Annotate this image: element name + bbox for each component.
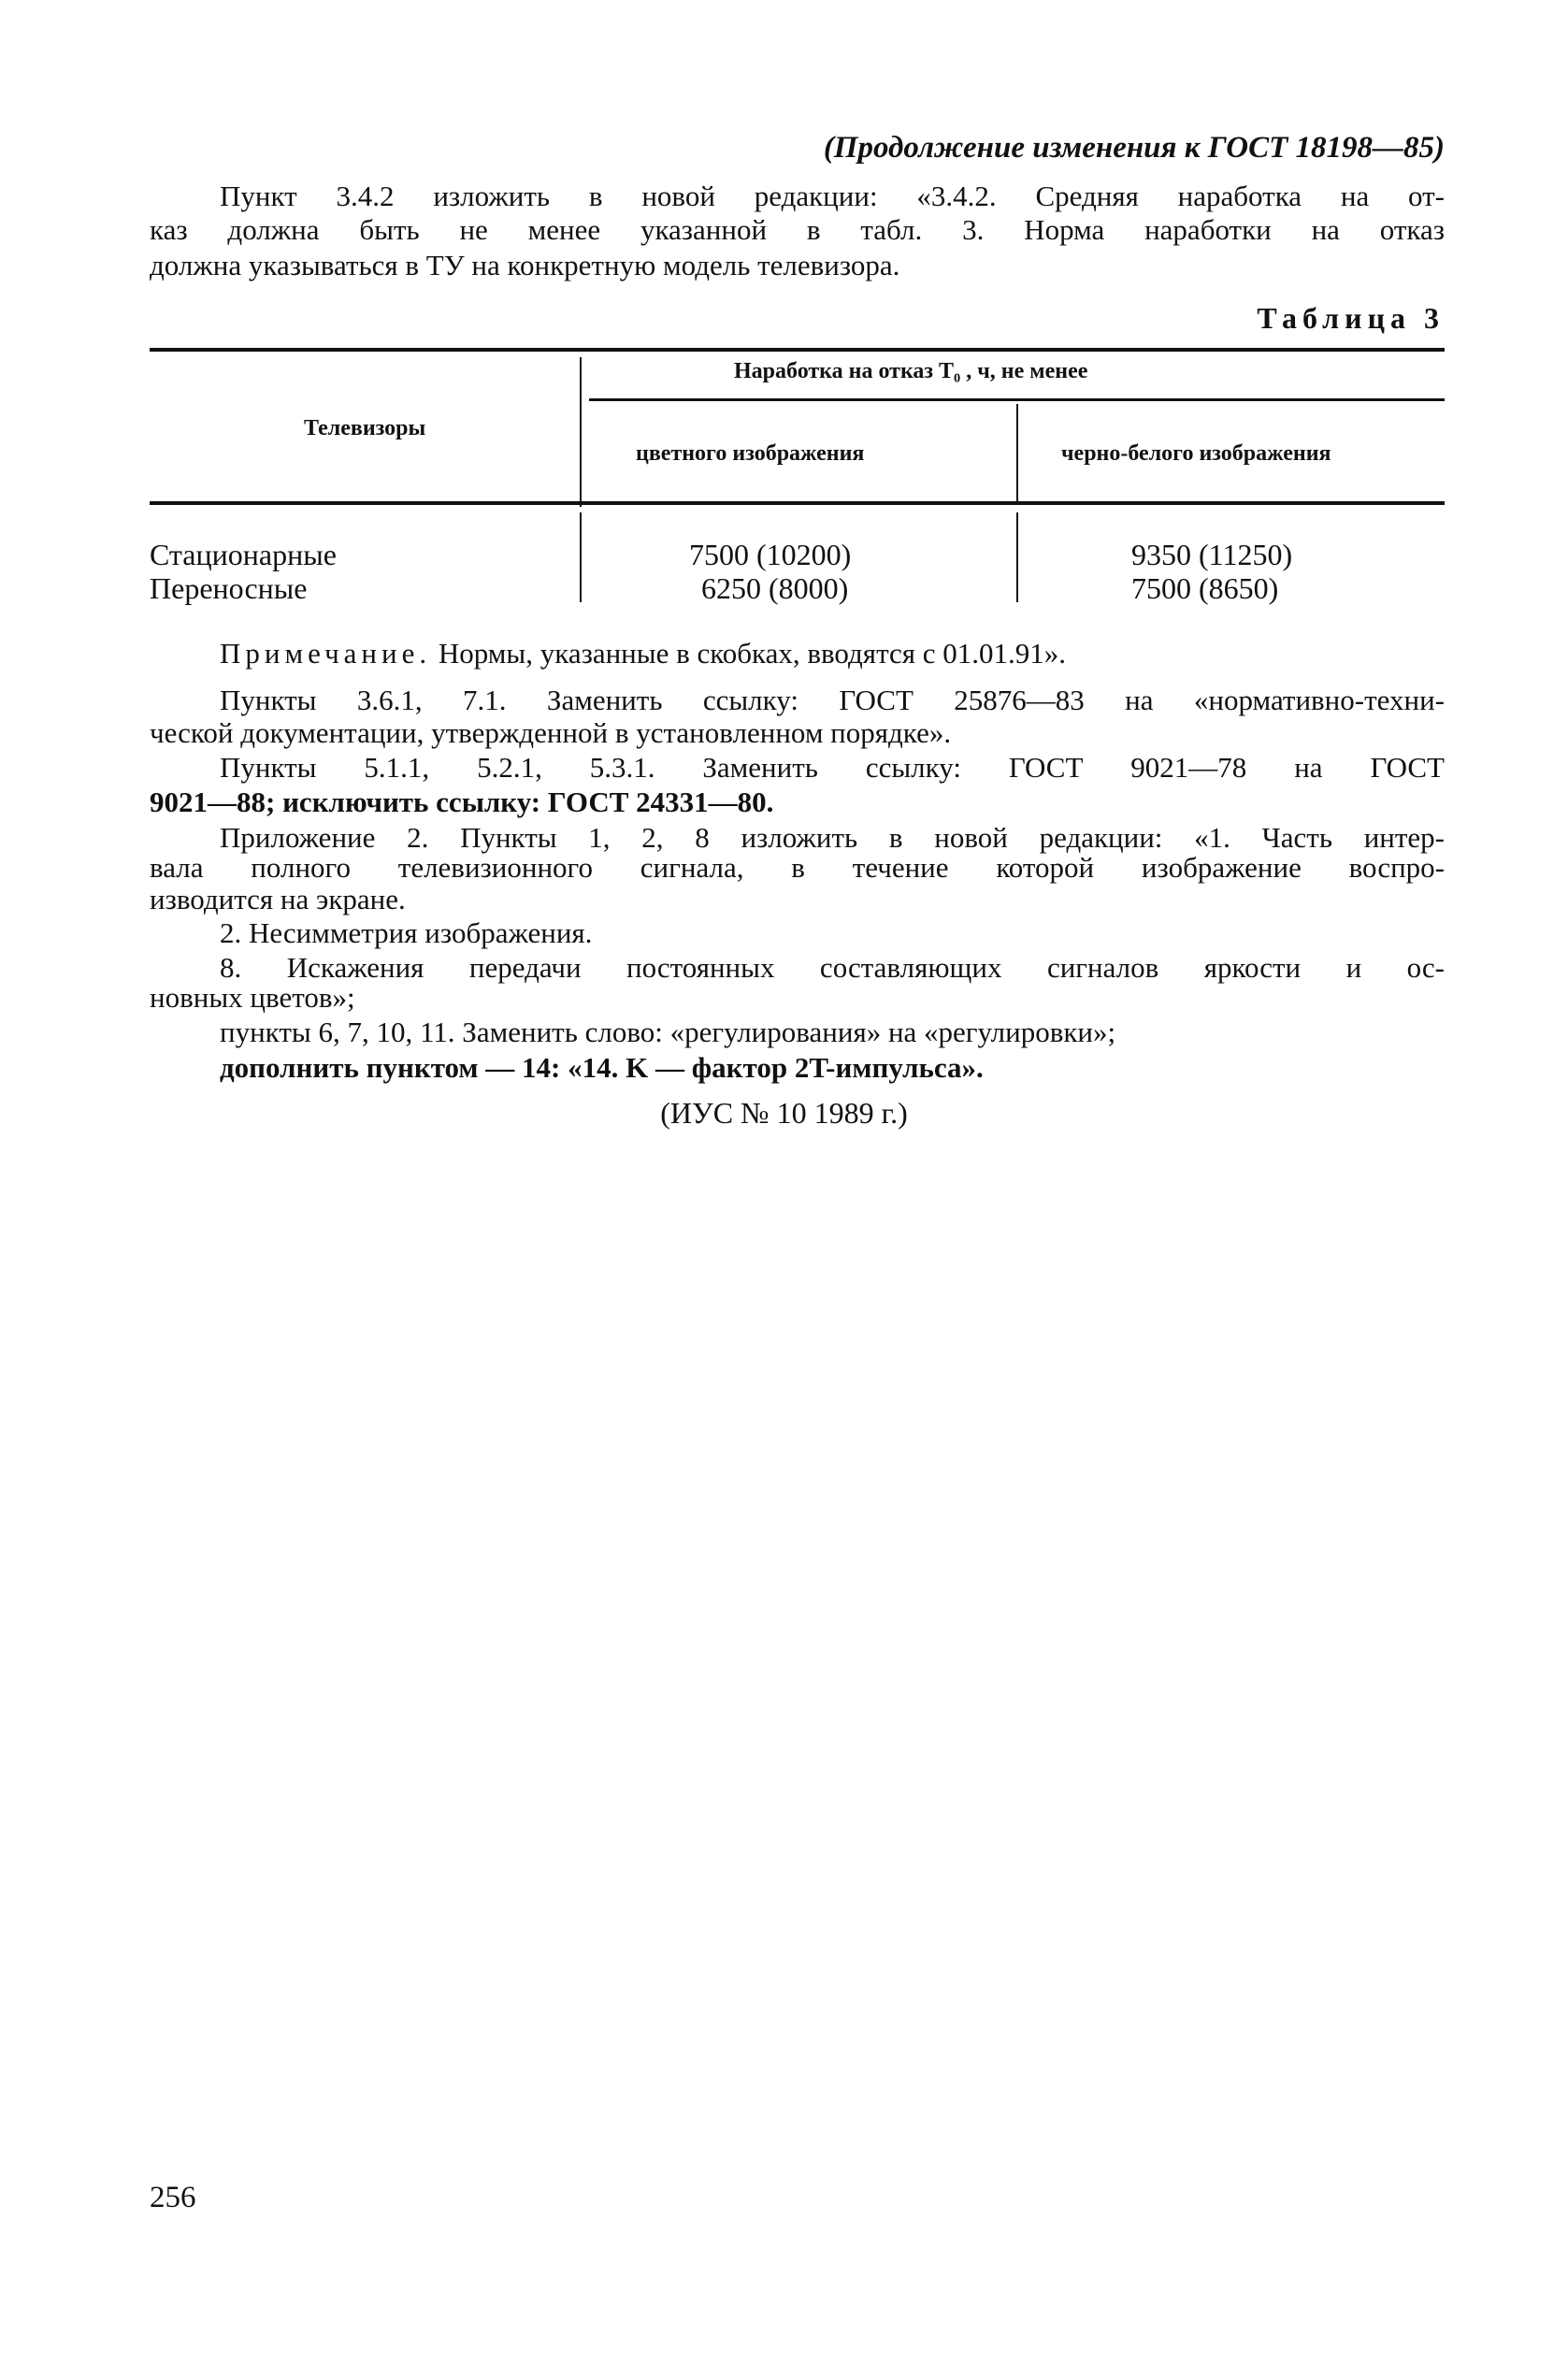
note-text: Нормы, указанные в скобках, вводятся с 01.01.91». <box>431 637 1067 670</box>
body-line: Пункты 3.6.1, 7.1. Заменить ссылку: ГОСТ 25876—83 на «нормативно-техни- <box>220 684 1445 716</box>
table-header-rule <box>150 501 1445 505</box>
intro-line: должна указываться в ТУ на конкретную модель телевизора. <box>150 249 900 281</box>
col-header-color: цветного изображения <box>636 441 865 466</box>
intro-line: каз должна быть не менее указанной в табл. 3. Норма наработки на отказ <box>150 213 1445 246</box>
body-line: Пункты 5.1.1, 5.2.1, 5.3.1. Заменить ссылку: ГОСТ 9021—78 на ГОСТ <box>220 751 1445 784</box>
row-color: 7500 (10200) <box>689 538 852 571</box>
body-line: вала полного телевизионного сигнала, в течение которой изображение воспро- <box>150 851 1445 884</box>
row-color: 6250 (8000) <box>701 571 849 605</box>
table-sub-rule <box>589 398 1445 401</box>
body-line: 9021—88; исключить ссылку: ГОСТ 24331—80. <box>150 786 774 818</box>
table-divider <box>580 512 582 602</box>
row-type: Стационарные <box>150 538 337 571</box>
table-divider <box>580 357 582 507</box>
body-line: новных цветов»; <box>150 981 355 1014</box>
body-line: Приложение 2. Пункты 1, 2, 8 изложить в новой редакции: «1. Часть интер- <box>220 821 1445 854</box>
row-bw: 7500 (8650) <box>1131 571 1279 605</box>
running-header: (Продолжение изменения к ГОСТ 18198—85) <box>823 131 1445 165</box>
page-number: 256 <box>150 2181 196 2214</box>
body-line: 8. Искажения передачи постоянных составляющих сигналов яркости и ос- <box>220 951 1445 984</box>
table-divider <box>1016 512 1018 602</box>
row-bw: 9350 (11250) <box>1131 538 1293 571</box>
table-top-rule <box>150 348 1445 352</box>
note-label: Примечание. <box>220 637 432 670</box>
col-header-tv: Телевизоры <box>304 416 426 440</box>
row-type: Переносные <box>150 571 308 605</box>
body-line: пункты 6, 7, 10, 11. Заменить слово: «регулирования» на «регулировки»; <box>220 1016 1116 1048</box>
body-line: дополнить пунктом — 14: «14. K — фактор 2T-импульса». <box>220 1051 984 1084</box>
group-header: Наработка на отказ T₀ , ч, не менее <box>734 359 1088 383</box>
table-divider <box>1016 404 1018 501</box>
col-header-bw: черно-белого изображения <box>1061 441 1331 466</box>
body-line: изводится на экране. <box>150 883 406 915</box>
table-caption: Таблица 3 <box>1257 301 1445 335</box>
body-line: ческой документации, утвержденной в установленном порядке». <box>150 716 952 749</box>
body-line: 2. Несимметрия изображения. <box>220 916 593 949</box>
intro-line: Пункт 3.4.2 изложить в новой редакции: «3.4.2. Средняя наработка на от- <box>220 180 1445 212</box>
table-note <box>150 637 1445 670</box>
source-reference: (ИУС № 10 1989 г.) <box>660 1096 908 1130</box>
